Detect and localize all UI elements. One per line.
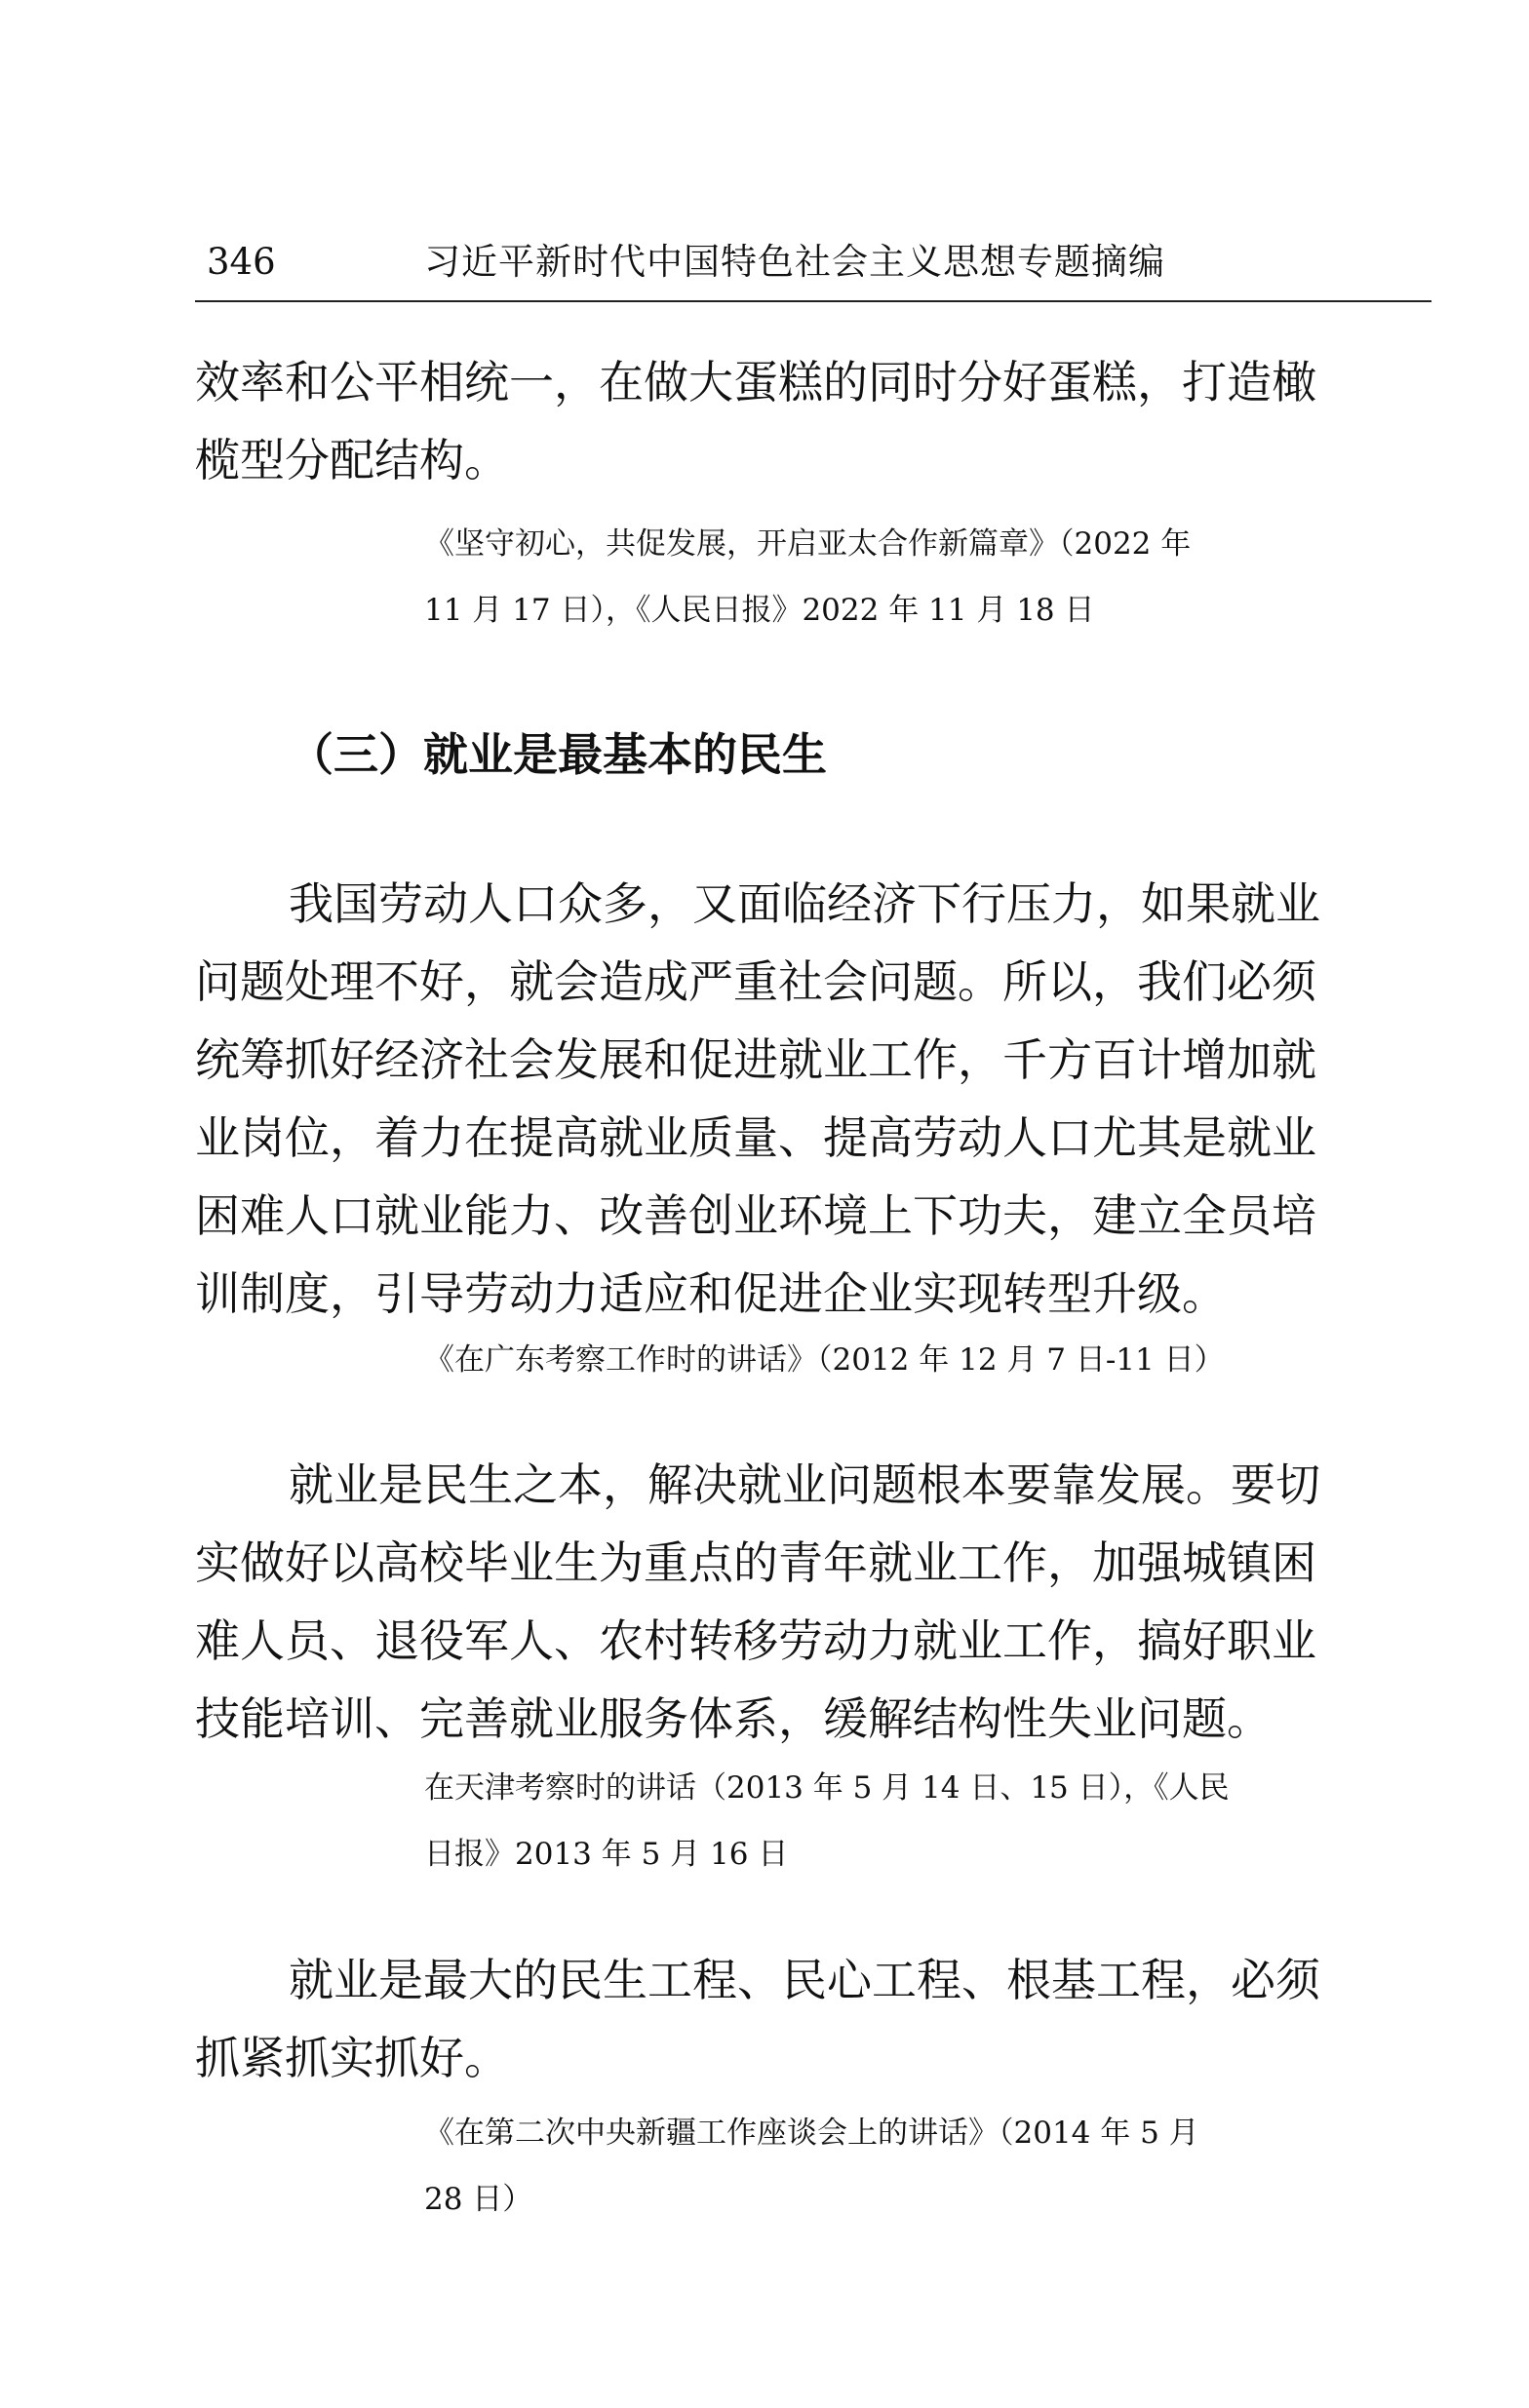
paragraph-line: 我国劳动人口众多，又面临经济下行压力，如果就业	[289, 877, 1320, 930]
paragraph-line: 抓紧抓实抓好。	[195, 2032, 509, 2084]
paragraph	[195, 1941, 1424, 2097]
citation-line: 28 日）	[424, 2182, 533, 2217]
paragraph	[195, 865, 1424, 1333]
paragraph-line: 问题处理不好，就会造成严重社会问题。所以，我们必须	[195, 955, 1316, 1008]
citation-line: 日报》2013 年 5 月 16 日	[424, 1837, 789, 1872]
citation	[424, 511, 1429, 643]
page-number: 346	[207, 241, 276, 283]
paragraph-line: 效率和公平相统一，在做大蛋糕的同时分好蛋糕，打造橄	[195, 356, 1316, 408]
running-title: 习近平新时代中国特色社会主义思想专题摘编	[424, 241, 1165, 283]
citation	[424, 1755, 1429, 1887]
paragraph-line: 困难人口就业能力、改善创业环境上下功夫，建立全员培	[195, 1189, 1316, 1242]
paragraph-line: 训制度，引导劳动力适应和促进企业实现转型升级。	[195, 1267, 1227, 1320]
paragraph-line: 就业是民生之本，解决就业问题根本要靠发展。要切	[289, 1458, 1320, 1511]
citation-line: 11 月 17 日），《人民日报》2022 年 11 月 18 日	[424, 593, 1095, 628]
paragraph-line: 统筹抓好经济社会发展和促进就业工作，千方百计增加就	[195, 1033, 1316, 1086]
citation	[424, 1327, 1429, 1393]
header-rule	[195, 300, 1431, 302]
citation	[424, 2100, 1429, 2233]
citation-line: 《坚守初心，共促发展，开启亚太合作新篇章》（2022 年	[424, 526, 1192, 562]
paragraph-line: 业岗位，着力在提高就业质量、提高劳动人口尤其是就业	[195, 1111, 1316, 1164]
citation-line: 《在第二次中央新疆工作座谈会上的讲话》（2014 年 5 月	[424, 2116, 1199, 2151]
paragraph-line: 难人员、退役军人、农村转移劳动力就业工作，搞好职业	[195, 1614, 1316, 1667]
paragraph-line: 实做好以高校毕业生为重点的青年就业工作，加强城镇困	[195, 1536, 1316, 1589]
paragraph-continuation	[195, 343, 1424, 499]
citation-line: 在天津考察时的讲话（2013 年 5 月 14 日、15 日），《人民	[424, 1770, 1230, 1806]
paragraph-line: 榄型分配结构。	[195, 434, 509, 486]
paragraph-line: 就业是最大的民生工程、民心工程、根基工程，必须	[289, 1954, 1320, 2006]
paragraph	[195, 1446, 1424, 1758]
paragraph-line: 技能培训、完善就业服务体系，缓解结构性失业问题。	[195, 1692, 1272, 1745]
citation-line: 《在广东考察工作时的讲话》（2012 年 12 月 7 日-11 日）	[424, 1342, 1225, 1378]
section-heading: （三）就业是最基本的民生	[289, 728, 827, 781]
